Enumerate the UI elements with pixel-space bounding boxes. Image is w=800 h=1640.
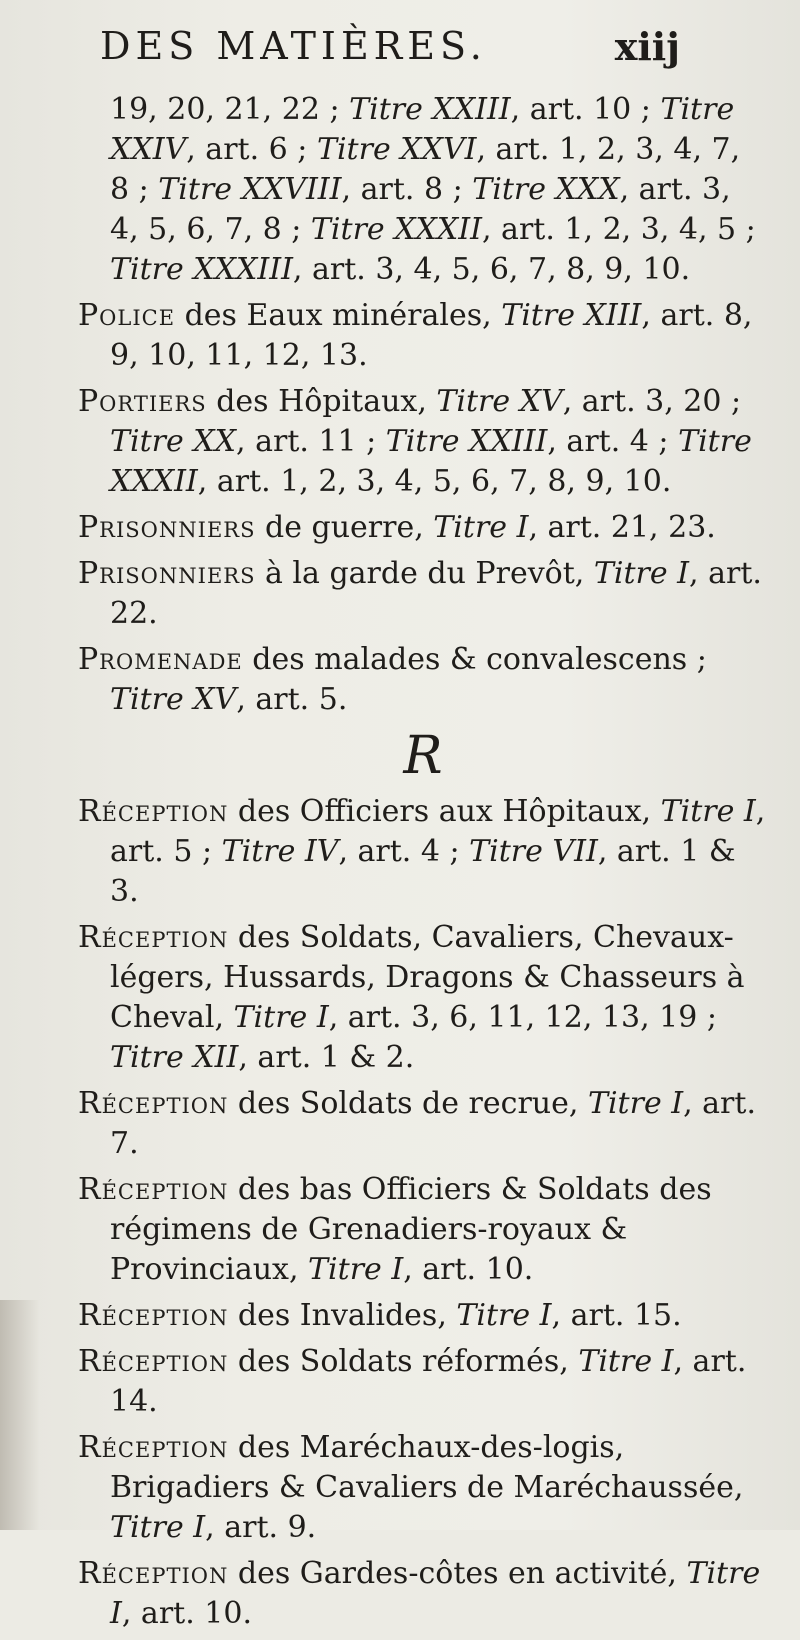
entry-text: des Soldats, Cavaliers, Chevaux-légers, Hussards, Dragons & Chasseurs à Cheval, Titre I, art. 3, 6, 11, 12, 13, 19 ; Titre XII, art. 1 & 2. <box>110 920 745 1075</box>
entry-text: des Eaux minérales, Titre XIII, art. 8, 9, 10, 11, 12, 13. <box>110 298 753 373</box>
title-reference: Titre I <box>660 794 756 829</box>
index-body <box>78 90 768 1640</box>
title-reference: Titre XV <box>436 384 563 419</box>
title-reference: Titre XXIII <box>385 424 548 459</box>
running-title: DES MATIÈRES. <box>100 24 487 68</box>
title-reference: Titre XXVI <box>316 132 477 167</box>
entry-head: Réception <box>78 920 229 955</box>
entry-head: Réception <box>78 1298 229 1333</box>
title-reference: Titre I <box>233 1000 329 1035</box>
title-reference: Titre XIII <box>501 298 642 333</box>
title-reference: Titre XV <box>110 682 237 717</box>
entry-head: Réception <box>78 1172 229 1207</box>
index-entry <box>78 382 768 502</box>
entry-text: des Officiers aux Hôpitaux, Titre I, art. 5 ; Titre IV, art. 4 ; Titre VII, art. 1 & 3. <box>110 794 766 909</box>
entry-text: des Maréchaux-des-logis, Brigadiers & Cavaliers de Maréchaussée, Titre I, art. 9. <box>110 1430 744 1545</box>
title-reference: Titre XXXII <box>110 424 752 499</box>
entry-head: Réception <box>78 1086 229 1121</box>
entry-head: Portiers <box>78 384 207 419</box>
entry-text: des Soldats réformés, Titre I, art. 14. <box>110 1344 747 1419</box>
index-entry <box>78 1554 768 1634</box>
page-header <box>100 24 680 80</box>
title-reference: Titre I <box>456 1298 552 1333</box>
index-entry <box>78 554 768 634</box>
index-entry <box>78 1296 768 1336</box>
entry-text: de guerre, Titre I, art. 21, 23. <box>255 510 716 545</box>
page-edge-shadow <box>0 1300 40 1530</box>
entry-head: Prisonniers <box>78 510 256 545</box>
title-reference: Titre XX <box>110 424 237 459</box>
index-entry <box>78 1170 768 1290</box>
entry-head: Réception <box>78 1430 229 1465</box>
index-entry <box>78 1428 768 1548</box>
index-entry <box>78 90 768 290</box>
title-reference: Titre XII <box>110 1040 239 1075</box>
index-entry <box>78 792 768 912</box>
title-reference: Titre I <box>593 556 690 591</box>
entry-text: des Invalides, Titre I, art. 15. <box>228 1298 682 1333</box>
entry-text: des Gardes-côtes en activité, Titre I, art. 10. <box>110 1556 761 1631</box>
entry-head: Réception <box>78 1556 229 1591</box>
section-letter: R <box>403 726 443 786</box>
entry-text: à la garde du Prevôt, Titre I, art. 22. <box>110 556 762 631</box>
index-entry <box>78 508 768 548</box>
index-entry <box>78 1342 768 1422</box>
entry-text: 19, 20, 21, 22 ; Titre XXIII, art. 10 ; Titre XXIV, art. 6 ; Titre XXVI, art. 1, 2, 3, 4, 7, 8 ; Titre XXVIII, art. 8 ; Titre XXX, art. 3, 4, 5, 6, 7, 8 ; Titre XXXII, art. 1, 2, 3, 4, 5 ; Titre XXXIII, art. 3, 4, 5, 6, 7, 8, 9, 10. <box>110 92 756 287</box>
index-entry <box>78 640 768 720</box>
entry-text: des malades & convalescens ; Titre XV, art. 5. <box>110 642 707 717</box>
entry-head: Prisonniers <box>78 556 256 591</box>
title-reference: Titre I <box>587 1086 684 1121</box>
title-reference: Titre I <box>578 1344 674 1379</box>
entry-head: Police <box>78 298 176 333</box>
index-entry <box>78 918 768 1078</box>
title-reference: Titre XXX <box>472 172 620 207</box>
entry-text: des Soldats de recrue, Titre I, art. 7. <box>110 1086 756 1161</box>
title-reference: Titre XXVIII <box>158 172 342 207</box>
title-reference: Titre I <box>308 1252 404 1287</box>
title-reference: Titre I <box>110 1510 206 1545</box>
entry-text: des bas Officiers & Soldats des régimens de Grenadiers-royaux & Provinciaux, Titre I, art. 10. <box>110 1172 712 1287</box>
title-reference: Titre I <box>433 510 529 545</box>
entry-head: Réception <box>78 1344 229 1379</box>
entry-head: Réception <box>78 794 229 829</box>
title-reference: Titre IV <box>221 834 339 869</box>
entry-text: des Hôpitaux, Titre XV, art. 3, 20 ; Titre XX, art. 11 ; Titre XXIII, art. 4 ; Titre XXXII, art. 1, 2, 3, 4, 5, 6, 7, 8, 9, 10. <box>110 384 752 499</box>
index-entry <box>78 1084 768 1164</box>
title-reference: Titre XXXII <box>310 212 482 247</box>
title-reference: Titre I <box>110 1556 761 1631</box>
title-reference: Titre XXIII <box>349 92 511 127</box>
title-reference: Titre XXXIII <box>110 252 293 287</box>
title-reference: Titre XXIV <box>110 92 735 167</box>
page-number: xiij <box>614 24 680 69</box>
index-entry <box>78 296 768 376</box>
entry-head: Promenade <box>78 642 243 677</box>
title-reference: Titre VII <box>469 834 598 869</box>
